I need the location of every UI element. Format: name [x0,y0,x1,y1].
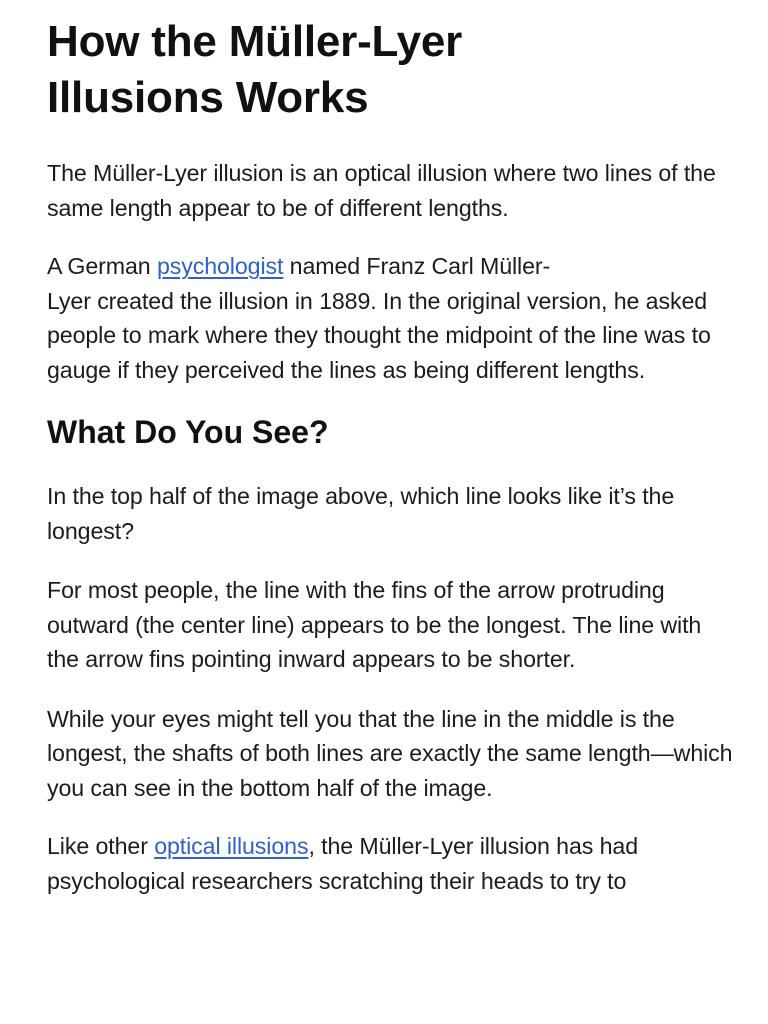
history-paragraph [47,249,737,387]
eyes-paragraph: While your eyes might tell you that the line in the middle is the longest, the shafts of both lines are exactly the same length—which you can see in the bottom half of the image. [47,705,733,801]
question-paragraph: In the top half of the image above, which line looks like it’s the longest? [47,483,675,544]
optical-illusions-link[interactable]: optical illusions [154,833,309,859]
history-text-start: A German [47,253,157,279]
intro-paragraph: The Müller-Lyer illusion is an optical illusion where two lines of the same length appear to be of different lengths. [47,160,716,221]
other-text-end: , the Müller-Lyer illusion has had psychological researchers scratching their heads to try to [47,833,638,894]
most-people-paragraph: For most people, the line with the fins of the arrow protruding outward (the center line) appears to be the longest. The line with the arrow fins pointing inward appears to be shorter. [47,577,702,672]
section-heading-what-do-you-see: What Do You See? [47,414,329,450]
history-text-rest: Lyer created the illusion in 1889. In the original version, he asked people to mark where they thought the midpoint of the line was to gauge if they perceived the lines as being different lengths. [47,287,711,383]
article-title [47,14,737,126]
optical-illusions-paragraph [47,829,737,898]
article-body [47,14,737,898]
title-line-1: How the Müller-Lyer [47,17,463,66]
other-text-start: Like other [47,833,155,859]
history-text-line1-end: named Franz Carl Müller- [283,253,551,279]
psychologist-link[interactable]: psychologist [156,253,284,279]
title-line-2: Illusions Works [47,73,369,122]
